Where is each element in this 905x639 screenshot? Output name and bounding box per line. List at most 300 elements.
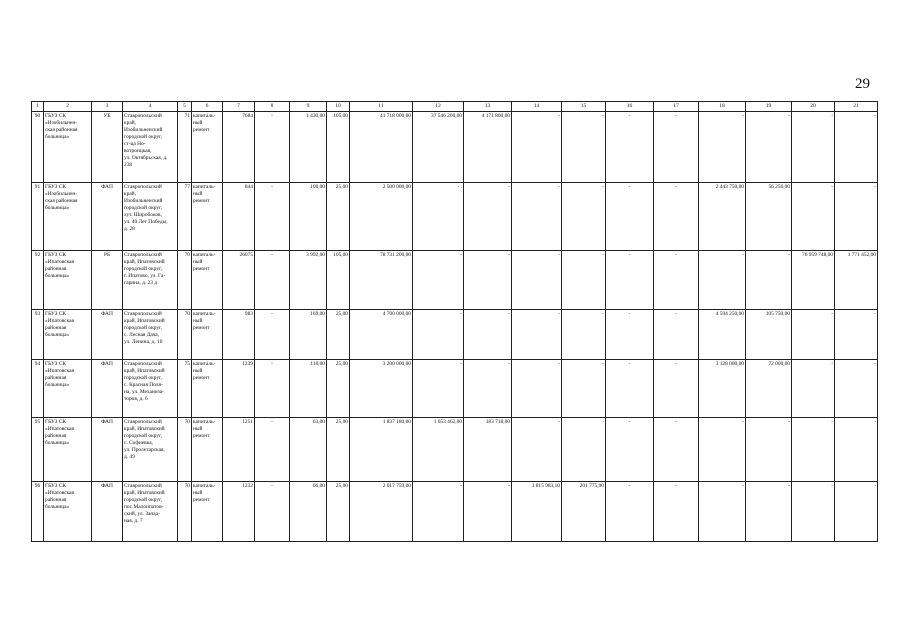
cell-text: - [675,483,677,489]
table-cell [255,112,290,183]
cell-text: 1 430,00 [306,113,325,119]
cell-text: капиталь- ный ремонт [193,419,216,439]
cell-text: - [271,184,273,190]
cell-text: 3 992,00 [306,252,325,258]
table-cell [350,310,413,360]
cell-text: - [508,361,510,367]
table-cell [699,482,746,542]
table-cell [746,183,792,251]
cell-text: - [788,252,790,258]
header-cell: 3 [92,102,123,112]
table-cell [746,112,792,183]
cell-text: - [831,361,833,367]
table-cell [192,310,223,360]
table-cell [32,482,44,542]
table-row [32,112,878,183]
table-cell [178,251,192,310]
cell-text: - [460,252,462,258]
cell-text: Ставропольский край, Изобильненский городской округ, хут. Широбоков, ул. 40 Лет Победы, д. 28 [124,184,168,232]
cell-text: - [558,311,560,317]
table-cell [178,112,192,183]
table-cell [44,310,92,360]
table-cell [606,482,654,542]
cell-text: ГБУЗ СК «Ипатовская районная больница» [45,419,75,446]
cell-text: - [602,419,604,425]
cell-text: - [675,419,677,425]
table-cell [350,183,413,251]
table-cell [606,251,654,310]
cell-text: - [558,361,560,367]
cell-text: капиталь- ный ремонт [193,252,216,272]
cell-text: - [831,419,833,425]
cell-text: УБ [103,113,111,119]
table-cell [327,360,350,418]
table-cell [32,251,44,310]
cell-text: 41 718 000,00 [380,113,411,119]
cell-text: - [742,419,744,425]
table-cell [290,482,327,542]
cell-text: 1 815 983,10 [531,483,560,489]
cell-text: - [460,483,462,489]
cell-text: ГБУЗ СК «Изобильнен- ская районная больница» [45,113,78,140]
table-cell [562,183,606,251]
cell-text: 100,00 [310,184,325,190]
cell-text: 169,00 [310,311,325,317]
cell-text: - [831,483,833,489]
table-cell [327,418,350,482]
cell-text: 66,00 [312,483,325,489]
cell-text: - [558,419,560,425]
header-cell: 16 [606,102,654,112]
table-cell [223,310,255,360]
table-cell [32,418,44,482]
table-cell [223,112,255,183]
cell-text: - [831,311,833,317]
cell-text: - [788,483,790,489]
cell-text: 7684 [242,113,253,119]
table-cell [413,251,464,310]
table-cell [178,482,192,542]
cell-text: ГБУЗ СК «Ипатовская районная больница» [45,252,75,279]
header-cell: 1 [32,102,44,112]
cell-text: 2 017 759,00 [382,483,411,489]
cell-text: 25,00 [335,483,348,489]
cell-text: 105,00 [333,252,348,258]
table-cell [746,310,792,360]
table-cell [92,418,123,482]
cell-text: - [788,113,790,119]
cell-text: - [628,252,631,258]
table-cell [699,112,746,183]
table-cell [464,310,512,360]
cell-text: 25,00 [335,361,348,367]
table-cell [606,360,654,418]
cell-text: 37 546 200,00 [431,113,462,119]
cell-text: 92 [34,252,41,258]
cell-text: ГБУЗ СК «Ипатовская районная больница» [45,483,75,510]
table-cell [123,418,178,482]
cell-text: - [675,252,677,258]
table-cell [413,183,464,251]
table-cell [290,112,327,183]
cell-text: 94 [34,361,41,367]
table-cell [123,360,178,418]
cell-text: - [271,311,273,317]
header-cell: 9 [290,102,327,112]
cell-text: - [675,311,677,317]
cell-text: Ставропольский край, Ипатовский городской округ, с. Красная Поля- на, ул. Механиза- торов, д. 6 [124,361,165,402]
table-cell [792,183,835,251]
cell-text: - [508,483,510,489]
cell-text: - [602,252,604,258]
table-cell [32,360,44,418]
cell-text: 96 [34,483,41,489]
cell-text: 26075 [239,252,253,258]
cell-text: капиталь- ный ремонт [193,361,216,381]
table-cell [746,482,792,542]
cell-text: 95 [34,419,41,425]
table-cell [123,310,178,360]
cell-text: - [271,483,273,489]
cell-text: Ставропольский край, Ипатовский городской округ, г. Ипатово, ул. Га- гарина, д. 23 д [124,252,166,286]
table-cell [464,112,512,183]
table-cell [746,251,792,310]
cell-text: ГБУЗ СК «Ипатовская районная больница» [45,311,75,338]
table-cell [562,418,606,482]
table-cell [350,251,413,310]
cell-text: 70 [184,483,190,489]
table-row [32,418,878,482]
header-cell: 6 [192,102,223,112]
table-cell [350,360,413,418]
cell-text: 110,00 [310,361,325,367]
cell-text: - [874,361,876,367]
cell-text: ФАП [101,184,113,190]
cell-text: 1239 [242,361,253,367]
cell-text: - [831,113,833,119]
table-cell [562,310,606,360]
table-row [32,183,878,251]
header-cell: 7 [223,102,255,112]
table-cell [835,112,878,183]
table-cell [92,360,123,418]
cell-text: - [602,113,604,119]
table-cell [32,112,44,183]
table-cell [654,360,699,418]
table-cell [223,482,255,542]
table-cell [699,418,746,482]
table-cell [255,251,290,310]
table-cell [327,112,350,183]
cell-text: 72 000,00 [768,361,790,367]
cell-text: - [558,184,560,190]
table-cell [44,360,92,418]
table-cell [123,251,178,310]
table-cell [255,183,290,251]
cell-text: - [874,419,876,425]
cell-text: - [271,361,273,367]
table-cell [92,183,123,251]
cell-text: - [874,311,876,317]
cell-text: ФАП [101,311,113,317]
table-cell [654,310,699,360]
table-cell [413,482,464,542]
cell-text: 70 [184,419,190,425]
table-cell [32,310,44,360]
header-cell: 21 [835,102,878,112]
table-cell [606,183,654,251]
cell-text: ФАП [101,483,113,489]
table-cell [606,112,654,183]
table-cell [654,251,699,310]
header-cell: 14 [512,102,562,112]
table-cell [606,310,654,360]
cell-text: 93 [34,311,41,317]
cell-text: - [271,252,273,258]
table-cell [327,482,350,542]
cell-text: 70 [184,311,190,317]
table-cell [32,183,44,251]
table-cell [44,482,92,542]
table-cell [327,310,350,360]
cell-text: 56 250,00 [768,184,790,190]
header-cell: 10 [327,102,350,112]
header-row [32,102,878,112]
header-cell: 19 [746,102,792,112]
cell-text: - [602,361,604,367]
cell-text: 1 653 462,00 [433,419,462,425]
table-cell [835,418,878,482]
cell-text: капиталь- ный ремонт [193,483,216,503]
table-cell [654,183,699,251]
cell-text: 2 500 000,00 [382,184,411,190]
cell-text: - [874,184,876,190]
table-cell [350,418,413,482]
table-cell [223,183,255,251]
cell-text: - [628,361,631,367]
table-cell [792,112,835,183]
cell-text: 4 171 800,00 [481,113,510,119]
header-cell: 17 [654,102,699,112]
table-cell [350,112,413,183]
cell-text: - [788,419,790,425]
cell-text: - [831,184,833,190]
cell-text: - [558,252,560,258]
cell-text: 70 [184,252,190,258]
cell-text: 4 594 250,00 [715,311,744,317]
table-cell [223,251,255,310]
table-cell [464,418,512,482]
header-cell: 12 [413,102,464,112]
cell-text: ГБУЗ СК «Ипатовская районная больница» [45,361,75,388]
table-cell [290,251,327,310]
cell-text: 983 [244,311,253,317]
table-cell [223,418,255,482]
cell-text: 4 700 000,00 [382,311,411,317]
table-cell [92,112,123,183]
table-cell [255,360,290,418]
cell-text: Ставропольский край, Ипатовский городской округ, с. Софиевка, ул. Пролетарская, д. 49 [124,419,165,460]
table-cell [562,251,606,310]
cell-text: 3 128 000,00 [715,361,744,367]
table-cell [192,360,223,418]
table-cell [413,310,464,360]
table-cell [464,482,512,542]
table-cell [223,360,255,418]
cell-text: - [628,483,631,489]
cell-text: капиталь- ный ремонт [193,184,216,204]
table-cell [512,482,562,542]
table-row [32,360,878,418]
cell-text: - [271,113,273,119]
table-cell [413,360,464,418]
table-cell [44,251,92,310]
cell-text: 1251 [242,419,253,425]
cell-text: 105,00 [333,113,348,119]
table-cell [835,251,878,310]
table-cell [512,251,562,310]
cell-text: - [675,113,677,119]
cell-text: РБ [103,252,111,258]
cell-text: ФАП [101,361,113,367]
cell-text: - [742,483,744,489]
table-cell [464,251,512,310]
cell-text: - [874,113,876,119]
cell-text: 25,00 [335,311,348,317]
cell-text: - [460,361,462,367]
cell-text: 183 718,00 [485,419,510,425]
cell-text: капиталь- ный ремонт [193,113,216,133]
cell-text: - [675,184,677,190]
cell-text: 90 [34,113,41,119]
table-cell [192,482,223,542]
table-cell [792,251,835,310]
table-cell [654,418,699,482]
cell-text: - [508,184,510,190]
cell-text: 1 771 452,00 [847,252,876,258]
header-cell: 20 [792,102,835,112]
table-cell [792,418,835,482]
table-cell [699,183,746,251]
table-cell [327,183,350,251]
table-cell [123,482,178,542]
cell-text: 91 [34,184,41,190]
table-cell [512,310,562,360]
cell-text: - [602,311,604,317]
table-cell [255,418,290,482]
table-cell [699,310,746,360]
table-cell [290,310,327,360]
cell-text: - [675,361,677,367]
cell-text: 63,00 [312,419,325,425]
table-cell [835,360,878,418]
table-cell [699,360,746,418]
table-cell [654,482,699,542]
table-cell [512,418,562,482]
table-cell [413,418,464,482]
table-cell [792,482,835,542]
data-table [31,101,878,542]
cell-text: Ставропольский край, Ипатовский городской округ, пос.Малоипатов- ский, ул. Запад- ная, д. 7 [124,483,165,524]
table-cell [123,183,178,251]
table-cell [92,482,123,542]
cell-text: 71 [184,113,190,119]
cell-text: - [742,252,744,258]
cell-text: 1232 [242,483,253,489]
header-cell: 4 [123,102,178,112]
cell-text: 25,00 [335,419,348,425]
table-cell [44,183,92,251]
table-cell [192,183,223,251]
table-cell [835,482,878,542]
table-cell [290,418,327,482]
cell-text: Ставропольский край, Ипатовский городской округ, с. Лесная Дача, ул. Ленина, д. 10 [124,311,165,345]
header-cell: 15 [562,102,606,112]
table-cell [512,183,562,251]
cell-text: 1 837 180,00 [382,419,411,425]
cell-text: - [558,113,560,119]
table-cell [512,112,562,183]
table-cell [835,310,878,360]
table-cell [413,112,464,183]
cell-text: - [602,184,604,190]
header-cell: 5 [178,102,192,112]
table-cell [350,482,413,542]
table-row [32,310,878,360]
table-cell [192,112,223,183]
table-cell [192,418,223,482]
cell-text: 77 [184,184,190,190]
table-cell [327,251,350,310]
table-cell [178,310,192,360]
cell-text: - [508,311,510,317]
cell-text: - [628,113,631,119]
header-cell: 2 [44,102,92,112]
table-cell [290,360,327,418]
table-cell [123,112,178,183]
table-row [32,482,878,542]
cell-text: 78 731 200,00 [380,252,411,258]
cell-text: 2 443 750,00 [715,184,744,190]
table-cell [746,418,792,482]
cell-text: 844 [244,184,253,190]
table-cell [290,183,327,251]
cell-text: капиталь- ный ремонт [193,311,216,331]
table-cell [792,360,835,418]
table-cell [44,418,92,482]
table-cell [92,251,123,310]
table-cell [92,310,123,360]
cell-text: - [628,184,631,190]
cell-text: Ставропольский край, Изобильненский городской округ, ст-ца Но- вотроицкая, ул. Октябрьская, д. 238 [124,113,168,168]
cell-text: ГБУЗ СК «Изобильнен- ская районная больница» [45,184,78,211]
table-cell [178,183,192,251]
table-cell [178,418,192,482]
table-cell [562,482,606,542]
table-cell [699,251,746,310]
table-cell [44,112,92,183]
table-cell [255,482,290,542]
table-cell [192,251,223,310]
table-cell [835,183,878,251]
cell-text: 105 750,00 [765,311,790,317]
cell-text: 75 [184,361,190,367]
table-cell [255,310,290,360]
cell-text: 76 959 748,00 [802,252,833,258]
table-cell [512,360,562,418]
cell-text: - [874,483,876,489]
table-row [32,251,878,310]
